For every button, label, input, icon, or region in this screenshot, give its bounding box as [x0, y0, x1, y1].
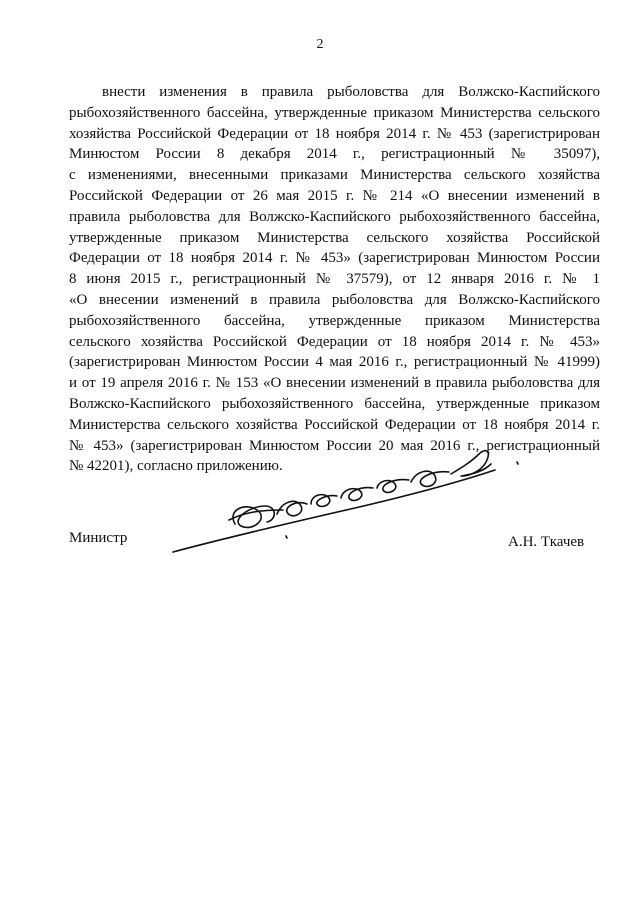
body-line: № 42201), согласно приложению. [69, 458, 283, 475]
body-line: внести изменения в правила рыболовства для Волжско-Каспийского [102, 84, 600, 100]
body-line: сельского хозяйства Российской Федерации от 18 ноября 2014 г. № 453» [69, 333, 600, 350]
signatory-title: Министр [69, 530, 128, 546]
body-line: хозяйства Российской Федерации от 18 ноября 2014 г. № 453 (зарегистрирован [69, 125, 600, 142]
page-number: 2 [316, 37, 324, 52]
body-line: утвержденные приказом Министерства сельского хозяйства Российской [69, 229, 600, 246]
signatory-name: А.Н. Ткачев [508, 534, 585, 550]
body-line: Минюстом России 8 декабря 2014 г., регистрационный № 35097), [69, 146, 600, 163]
body-line: Волжско-Каспийского рыбохозяйственного бассейна, утвержденные приказом [69, 395, 600, 412]
body-line: Федерации от 18 ноября 2014 г. № 453» (зарегистрирован Минюстом России [69, 250, 600, 267]
body-line: № 453» (зарегистрирован Минюстом России 20 мая 2016 г., регистрационный [69, 437, 600, 454]
body-line: правила рыболовства для Волжско-Каспийского рыбохозяйственного бассейна, [69, 208, 600, 225]
body-line: Министерства сельского хозяйства Российской Федерации от 18 ноября 2014 г. [69, 416, 600, 433]
body-line: и от 19 апреля 2016 г. № 153 «О внесении изменений в правила рыболовства для [69, 375, 600, 392]
body-line: с изменениями, внесенными приказами Министерства сельского хозяйства [69, 167, 600, 184]
body-paragraph [69, 82, 600, 477]
handwritten-signature [165, 440, 545, 570]
body-line: 8 июня 2015 г., регистрационный № 37579), от 12 января 2016 г. № 1 [69, 271, 600, 288]
body-line: Российской Федерации от 26 мая 2015 г. № 214 «О внесении изменений в [69, 187, 600, 204]
body-line: (зарегистрирован Минюстом России 4 мая 2016 г., регистрационный № 41999) [69, 354, 600, 371]
body-line: «О внесении изменений в правила рыболовства для Волжско-Каспийского [69, 291, 600, 308]
body-line: рыбохозяйственного бассейна, утвержденные приказом Министерства сельского [69, 104, 600, 121]
body-line: рыбохозяйственного бассейна, утвержденные приказом Министерства [69, 312, 600, 329]
